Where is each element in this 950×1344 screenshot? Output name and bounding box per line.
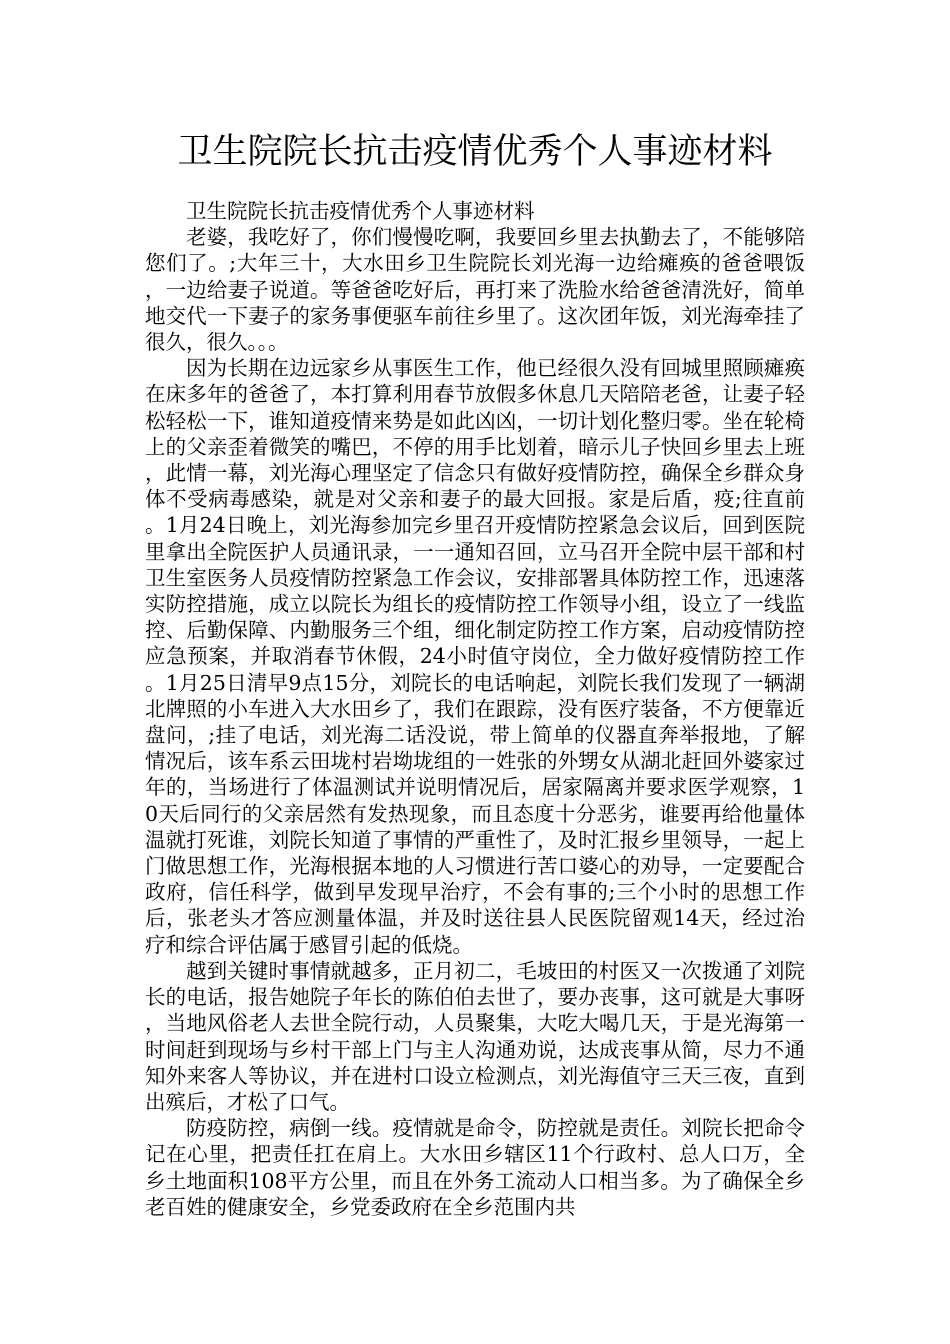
body-paragraph: 因为长期在边远家乡从事医生工作，他已经很久没有回城里照顾瘫痪在床多年的爸爸了，本打算利用春节放假多休息几天陪陪老爸，让妻子轻松轻松一下，谁知道疫情来势是如此凶凶，一切计划化整归零。坐在轮椅上的父亲歪着微笑的嘴巴，不停的用手比划着，暗示儿子快回乡里去上班，此情一幕，刘光海心理坚定了信念只有做好疫情防控，确保全乡群众身体不受病毒感染，就是对父亲和妻子的最大回报。家是后盾，疫;往直前。1月24日晚上，刘光海参加完乡里召开疫情防控紧急会议后，回到医院里拿出全院医护人员通讯录，一一通知召回，立马召开全院中层干部和村卫生室医务人员疫情防控紧急工作会议，安排部署具体防控工作，迅速落实防控措施，成立以院长为组长的疫情防控工作领导小组，设立了一线监控、后勤保障、内勤服务三个组，细化制定防控工作方案，启动疫情防控应急预案，并取消春节休假，24小时值守岗位，全力做好疫情防控工作。1月25日清早9点15分，刘院长的电话响起，刘院长我们发现了一辆湖北牌照的小车进入大水田乡了，我们在跟踪，没有医疗装备，不方便靠近盘问，;挂了电话，刘光海二话没说，带上简单的仪器直奔举报地，了解情况后，该车系云田垅村岩坳垅组的一姓张的外甥女从湖北赶回外婆家过年的，当场进行了体温测试并说明情况后，居家隔离并要求医学观察，10天后同行的父亲居然有发热现象，而且态度十分恶劣，谁要再给他量体温就打死谁，刘院长知道了事情的严重性了，及时汇报乡里领导，一起上门做思想工作，光海根据本地的人习惯进行苦口婆心的劝导，一定要配合政府，信任科学，做到早发现早治疗，不会有事的;三个小时的思想工作后，张老头才答应测量体温，并及时送往县人民医院留观14天，经过治疗和综合评估属于感冒引起的低烧。 bbox=[145, 356, 805, 957]
document-body bbox=[145, 198, 805, 1220]
document-title: 卫生院院长抗击疫情优秀个人事迹材料 bbox=[177, 132, 773, 172]
body-paragraph: 防疫防控，病倒一线。疫情就是命令，防控就是责任。刘院长把命令记在心里，把责任扛在肩上。大水田乡辖区11个行政村、总人口万，全乡土地面积108平方公里，而且在外务工流动人口相当多。为了确保全乡老百姓的健康安全，乡党委政府在全乡范围内共 bbox=[145, 1116, 805, 1219]
body-paragraph: 越到关键时事情就越多，正月初二，毛坡田的村医又一次拨通了刘院长的电话，报告她院子年长的陈伯伯去世了，要办丧事，这可就是大事呀，当地风俗老人去世全院行动，人员聚集，大吃大喝几天，于是光海第一时间赶到现场与乡村干部上门与主人沟通劝说，达成丧事从简，尽力不通知外来客人等协议，并在进村口设立检测点，刘光海值守三天三夜，直到出殡后，才松了口气。 bbox=[145, 958, 805, 1114]
body-paragraph: 老婆，我吃好了，你们慢慢吃啊，我要回乡里去执勤去了，不能够陪您们了。;大年三十，大水田乡卫生院院长刘光海一边给瘫痪的爸爸喂饭，一边给妻子说道。等爸爸吃好后，再打来了洗脸水给爸爸清洗好，简单地交代一下妻子的家务事便驱车前往乡里了。这次团年饭，刘光海牵挂了很久，很久。。。 bbox=[145, 225, 805, 355]
body-paragraph-subtitle: 卫生院院长抗击疫情优秀个人事迹材料 bbox=[186, 199, 535, 223]
